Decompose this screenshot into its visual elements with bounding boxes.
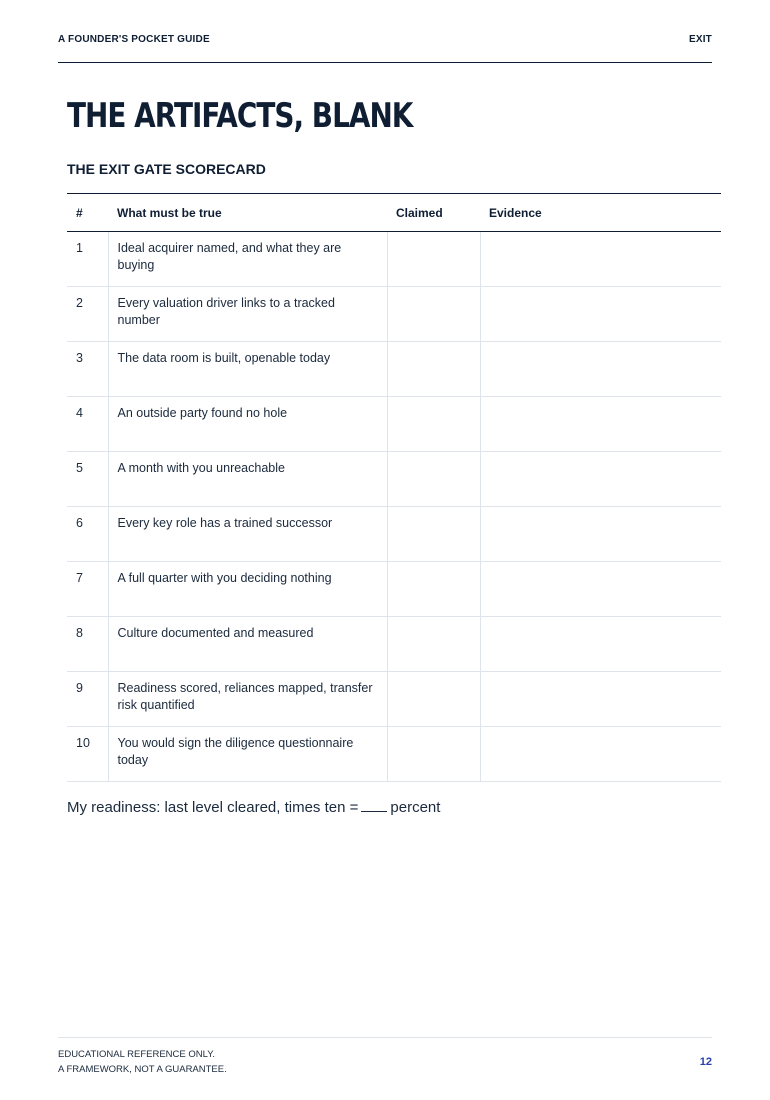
row-number: 6 — [67, 507, 108, 562]
table-row — [67, 232, 721, 287]
table-header-row — [67, 194, 721, 232]
table-body — [67, 232, 721, 782]
column-header-what-must-be-true: What must be true — [108, 194, 387, 232]
row-requirement: Ideal acquirer named, and what they are buying — [108, 232, 387, 287]
readiness-statement — [67, 799, 440, 816]
row-claimed-cell[interactable] — [387, 397, 480, 452]
row-evidence-cell[interactable] — [480, 507, 721, 562]
row-number: 3 — [67, 342, 108, 397]
readiness-text: My readiness: last level cleared, times ten = — [67, 799, 359, 816]
row-evidence-cell[interactable] — [480, 562, 721, 617]
row-requirement: Every key role has a trained successor — [108, 507, 387, 562]
row-evidence-cell[interactable] — [480, 342, 721, 397]
row-number: 4 — [67, 397, 108, 452]
row-evidence-cell[interactable] — [480, 672, 721, 727]
row-number: 10 — [67, 727, 108, 782]
row-claimed-cell[interactable] — [387, 617, 480, 672]
row-claimed-cell[interactable] — [387, 452, 480, 507]
guide-title: A FOUNDER'S POCKET GUIDE — [58, 34, 210, 45]
row-requirement: Every valuation driver links to a tracked number — [108, 287, 387, 342]
row-evidence-cell[interactable] — [480, 727, 721, 782]
row-requirement: A month with you unreachable — [108, 452, 387, 507]
row-number: 5 — [67, 452, 108, 507]
chapter-label: EXIT — [688, 34, 712, 45]
column-header-claimed: Claimed — [387, 194, 480, 232]
row-requirement: Culture documented and measured — [108, 617, 387, 672]
row-number: 7 — [67, 562, 108, 617]
disclaimer-line-2: A FRAMEWORK, NOT A GUARANTEE. — [58, 1064, 227, 1075]
row-requirement: The data room is built, openable today — [108, 342, 387, 397]
table-row — [67, 727, 721, 782]
page-footer — [58, 1037, 712, 1078]
table-row — [67, 562, 721, 617]
row-requirement: An outside party found no hole — [108, 397, 387, 452]
page-title: THE ARTIFACTS, BLANK — [67, 96, 413, 136]
page-number: 12 — [699, 1056, 712, 1068]
row-evidence-cell[interactable] — [480, 452, 721, 507]
section-title: THE EXIT GATE SCORECARD — [67, 161, 266, 177]
row-number: 9 — [67, 672, 108, 727]
row-requirement: A full quarter with you deciding nothing — [108, 562, 387, 617]
table-row — [67, 397, 721, 452]
row-claimed-cell[interactable] — [387, 507, 480, 562]
column-header-number: # — [67, 194, 108, 232]
table-row — [67, 672, 721, 727]
readiness-unit: percent — [390, 799, 441, 816]
row-requirement: Readiness scored, reliances mapped, transfer risk quantified — [108, 672, 387, 727]
row-claimed-cell[interactable] — [387, 672, 480, 727]
row-claimed-cell[interactable] — [387, 287, 480, 342]
table-row — [67, 342, 721, 397]
row-claimed-cell[interactable] — [387, 342, 480, 397]
row-number: 1 — [67, 232, 108, 287]
row-number: 8 — [67, 617, 108, 672]
running-header — [58, 34, 712, 63]
disclaimer-line-1: EDUCATIONAL REFERENCE ONLY. — [58, 1049, 215, 1060]
table-row — [67, 507, 721, 562]
row-evidence-cell[interactable] — [480, 287, 721, 342]
row-claimed-cell[interactable] — [387, 232, 480, 287]
row-requirement: You would sign the diligence questionnaire today — [108, 727, 387, 782]
row-claimed-cell[interactable] — [387, 727, 480, 782]
row-claimed-cell[interactable] — [387, 562, 480, 617]
exit-gate-scorecard-table — [67, 193, 721, 782]
column-header-evidence: Evidence — [480, 194, 721, 232]
row-evidence-cell[interactable] — [480, 397, 721, 452]
table-row — [67, 452, 721, 507]
row-number: 2 — [67, 287, 108, 342]
table-row — [67, 617, 721, 672]
row-evidence-cell[interactable] — [480, 232, 721, 287]
table-row — [67, 287, 721, 342]
row-evidence-cell[interactable] — [480, 617, 721, 672]
footer-disclaimer — [58, 1047, 227, 1077]
readiness-blank[interactable] — [361, 799, 387, 812]
